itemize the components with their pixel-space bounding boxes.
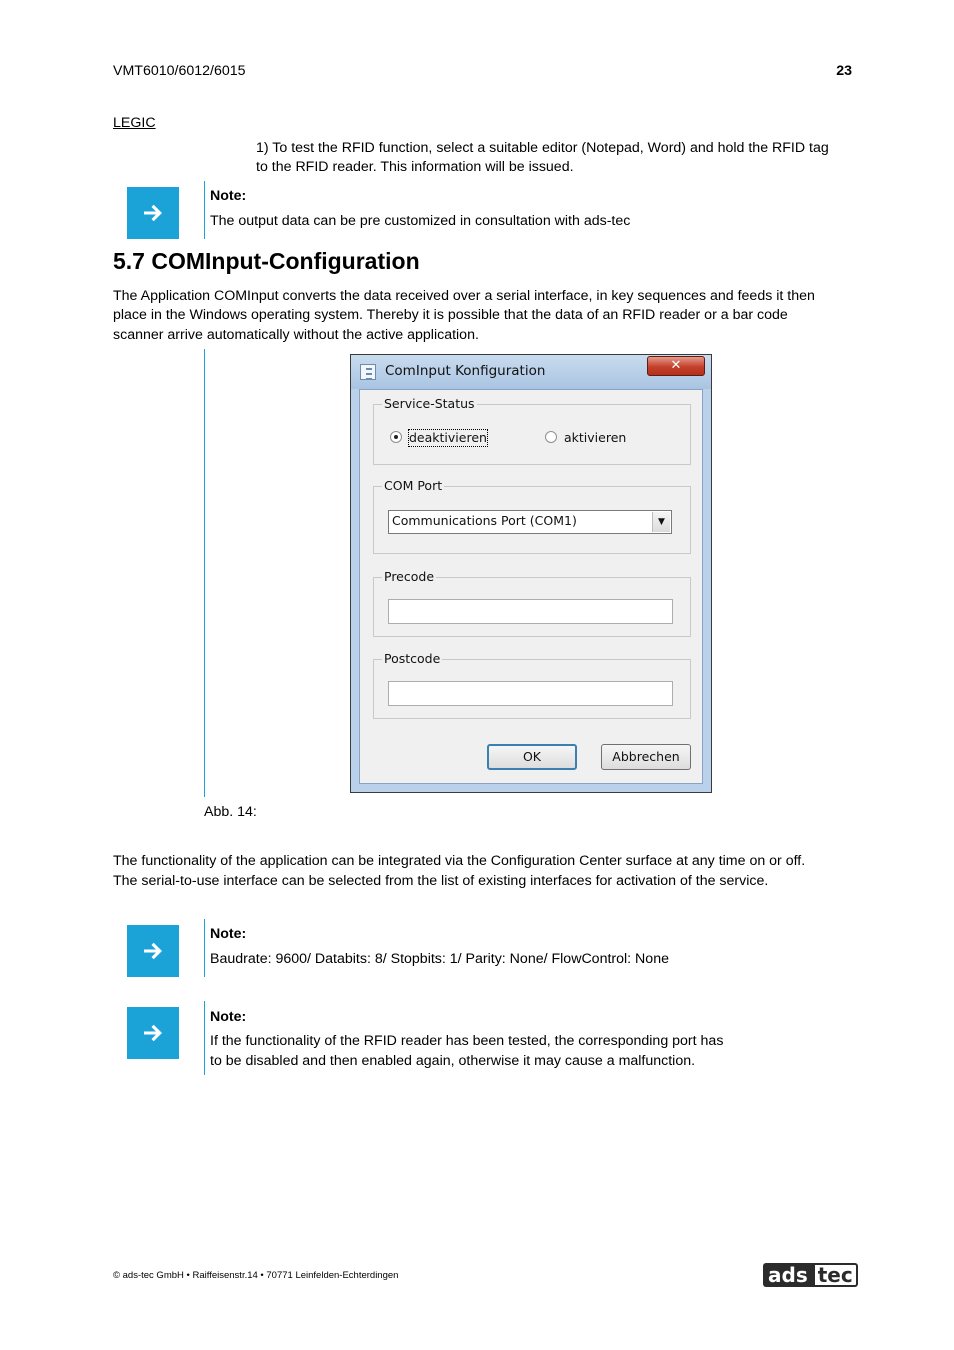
deaktivieren-label[interactable]: deaktivieren bbox=[409, 430, 487, 445]
legic-step-line-2: to the RFID reader. This information will be issued. bbox=[256, 159, 574, 175]
logo-right: tec bbox=[813, 1263, 858, 1287]
document-id: VMT6010/6012/6015 bbox=[113, 63, 246, 79]
com-port-group bbox=[373, 478, 691, 554]
postcode-input[interactable] bbox=[388, 681, 673, 706]
close-icon[interactable]: ✕ bbox=[647, 356, 705, 376]
service-status-group bbox=[373, 396, 691, 465]
chevron-down-icon[interactable]: ▼ bbox=[652, 512, 670, 532]
cominput-dialog bbox=[350, 354, 712, 793]
note-text-line-1: If the functionality of the RFID reader has been tested, the corresponding port has bbox=[210, 1033, 724, 1049]
note-title: Note: bbox=[210, 926, 247, 942]
figure-caption: Abb. 14: bbox=[204, 804, 257, 820]
com-port-value: Communications Port (COM1) bbox=[392, 513, 577, 528]
note-divider bbox=[204, 919, 205, 977]
com-port-select[interactable] bbox=[388, 510, 672, 534]
note-arrow-icon bbox=[127, 925, 179, 977]
note-arrow-icon bbox=[127, 187, 179, 239]
logo-left: ads bbox=[763, 1263, 813, 1287]
legic-heading: LEGIC bbox=[113, 115, 156, 131]
precode-input[interactable] bbox=[388, 599, 673, 624]
page-number: 23 bbox=[836, 63, 852, 79]
precode-group bbox=[373, 569, 691, 637]
precode-label: Precode bbox=[384, 569, 435, 584]
ok-button[interactable]: OK bbox=[487, 744, 577, 770]
postcode-label: Postcode bbox=[384, 651, 441, 666]
note-title: Note: bbox=[210, 1009, 247, 1025]
intro-line-1: The Application COMInput converts the data received over a serial interface, in key sequences and feeds it then bbox=[113, 288, 815, 304]
aktivieren-radio[interactable] bbox=[545, 431, 557, 443]
com-port-label: COM Port bbox=[384, 478, 443, 493]
service-status-label: Service-Status bbox=[384, 396, 475, 411]
intro-line-2: place in the Windows operating system. Thereby it is possible that the data of an RFID reader or a bar code bbox=[113, 307, 788, 323]
body2-line-1: The functionality of the application can be integrated via the Configuration Center surface at any time on or off. bbox=[113, 853, 806, 869]
note-text-line-2: to be disabled and then enabled again, otherwise it may cause a malfunction. bbox=[210, 1053, 696, 1069]
note-text: The output data can be pre customized in consultation with ads-tec bbox=[210, 213, 631, 229]
note-title: Note: bbox=[210, 188, 247, 204]
cancel-button[interactable]: Abbrechen bbox=[601, 744, 691, 770]
figure-divider bbox=[204, 349, 205, 797]
note-arrow-icon bbox=[127, 1007, 179, 1059]
note-text: Baudrate: 9600/ Databits: 8/ Stopbits: 1/ Parity: None/ FlowControl: None bbox=[210, 951, 669, 967]
footer-address: © ads-tec GmbH • Raiffeisenstr.14 • 70771 Leinfelden-Echterdingen bbox=[113, 1270, 399, 1281]
section-heading: 5.7 COMInput-Configuration bbox=[113, 248, 420, 274]
deaktivieren-radio[interactable] bbox=[390, 431, 402, 443]
dialog-client-area bbox=[359, 389, 703, 784]
legic-step-line-1: 1) To test the RFID function, select a suitable editor (Notepad, Word) and hold the RFID tag bbox=[256, 140, 829, 156]
intro-line-3: scanner arrive automatically without the active application. bbox=[113, 327, 479, 343]
dialog-title: ComInput Konfiguration bbox=[385, 363, 546, 379]
ads-tec-logo bbox=[763, 1263, 858, 1287]
note-divider bbox=[204, 181, 205, 239]
note-divider bbox=[204, 1001, 205, 1075]
postcode-group bbox=[373, 651, 691, 719]
body2-line-2: The serial-to-use interface can be selected from the list of existing interfaces for activation of the service. bbox=[113, 873, 769, 889]
aktivieren-label[interactable]: aktivieren bbox=[564, 430, 627, 445]
app-icon bbox=[360, 364, 376, 380]
dialog-titlebar[interactable] bbox=[351, 355, 711, 389]
